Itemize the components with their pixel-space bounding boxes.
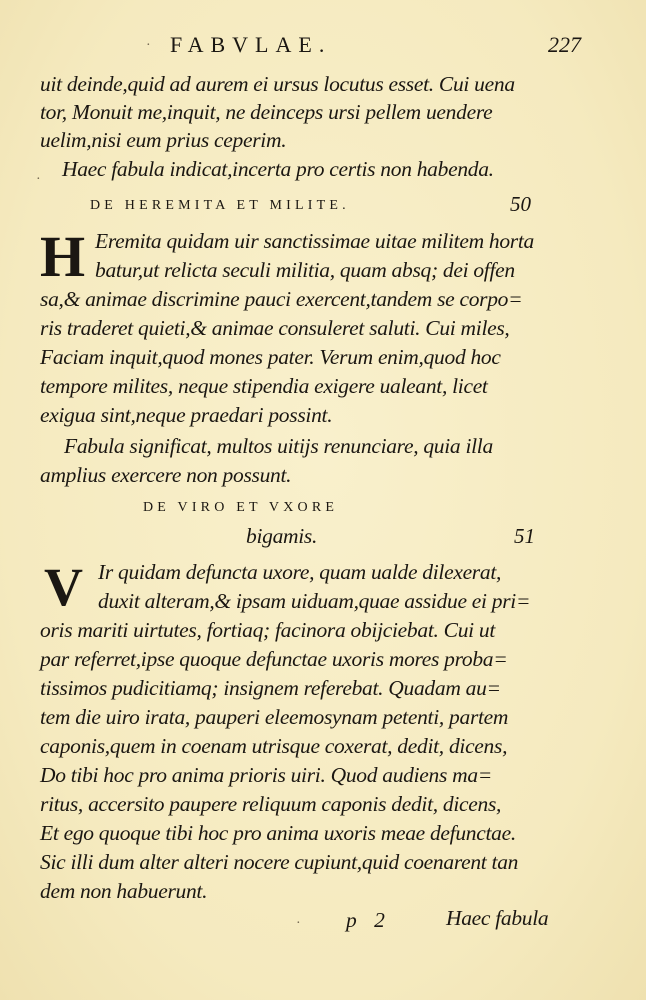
- text-line: oris mariti uirtutes, fortiaq; facinora obijciebat. Cui ut: [40, 618, 496, 642]
- text-line: Do tibi hoc pro anima prioris uiri. Quod audiens ma=: [40, 763, 493, 787]
- text-line: exigua sint,neque praedari possint.: [40, 403, 333, 427]
- text-line: tissimos pudicitiamq; insignem referebat. Quadam au=: [40, 676, 501, 700]
- text-line: uit deinde,quid ad aurem ei ursus locutus esset. Cui uena: [40, 72, 515, 96]
- fable-number: 51: [514, 524, 535, 548]
- moral-line: Haec fabula indicat,incerta pro certis non habenda.: [62, 157, 494, 181]
- running-title: FABVLAE.: [170, 32, 332, 57]
- drop-cap: H: [40, 224, 86, 289]
- drop-cap: V: [44, 557, 83, 617]
- text-line: tem die uiro irata, pauperi eleemosynam petenti, partem: [40, 705, 509, 729]
- catchword: Haec fabula: [446, 906, 549, 930]
- fable-subheading: bigamis.: [246, 524, 318, 548]
- text-line: ris traderet quieti,& animae consuleret saluti. Cui miles,: [40, 316, 510, 340]
- text-line: duxit alteram,& ipsam uiduam,quae assidue ei pri=: [98, 589, 531, 613]
- page-number: 227: [548, 32, 581, 57]
- text-line: Faciam inquit,quod mones pater. Verum enim,quod hoc: [40, 345, 501, 369]
- text-line: batur,ut relicta seculi militia, quam absq; dei offen: [95, 258, 515, 282]
- fable-heading: DE HEREMITA ET MILITE.: [90, 198, 350, 213]
- text-line: par referret,ipse quoque defunctae uxoris mores proba=: [40, 647, 508, 671]
- margin-mark: ·: [36, 172, 41, 187]
- text-line: Sic illi dum alter alteri nocere cupiunt,quid coenarent tan: [40, 850, 519, 874]
- moral-line: Fabula significat, multos uitijs renunciare, quia illa: [64, 434, 493, 458]
- fable-number: 50: [510, 192, 531, 216]
- text-line: caponis,quem in coenam utrisque coxerat, dedit, dicens,: [40, 734, 508, 758]
- text-line: Eremita quidam uir sanctissimae uitae militem horta: [95, 229, 534, 253]
- margin-mark: ·: [296, 916, 301, 931]
- text-line: tempore milites, neque stipendia exigere ualeant, licet: [40, 374, 488, 398]
- header-mark: ·: [146, 38, 151, 53]
- text-line: ritus, accersito paupere reliquum caponis dedit, dicens,: [40, 792, 502, 816]
- text-line: Et ego quoque tibi hoc pro anima uxoris meae defunctae.: [40, 821, 516, 845]
- moral-line: amplius exercere non possunt.: [40, 463, 292, 487]
- text-line: Ir quidam defuncta uxore, quam ualde dilexerat,: [98, 560, 502, 584]
- text-line: sa,& animae discrimine pauci exercent,tandem se corpo=: [40, 287, 523, 311]
- text-line: uelim,nisi eum prius ceperim.: [40, 128, 287, 152]
- text-line: dem non habuerunt.: [40, 879, 208, 903]
- fable-heading: DE VIRO ET VXORE: [143, 500, 339, 515]
- signature-mark: p 2: [346, 908, 391, 932]
- text-line: tor, Monuit me,inquit, ne deinceps ursi pellem uendere: [40, 100, 493, 124]
